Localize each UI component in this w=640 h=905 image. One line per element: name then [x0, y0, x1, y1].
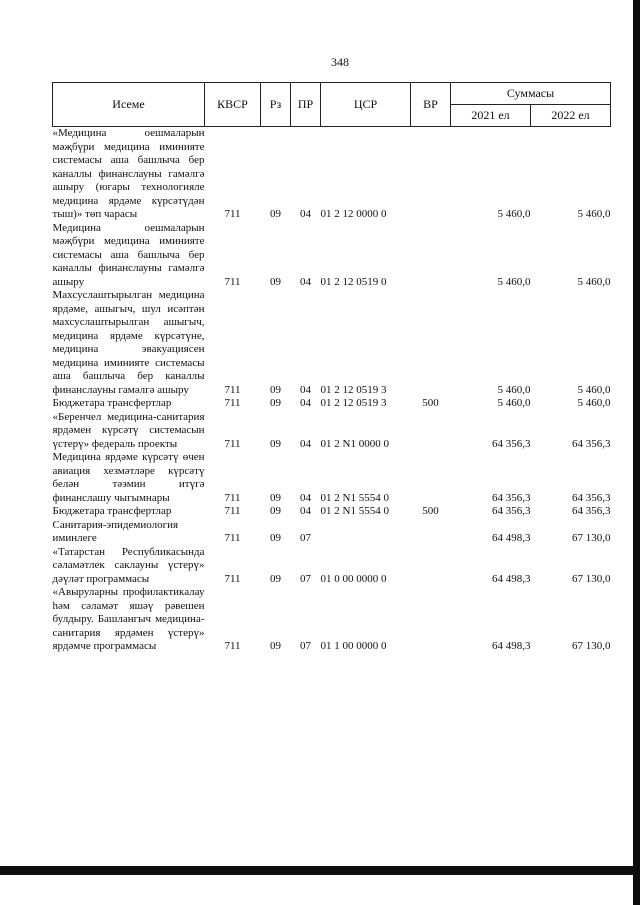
row-vr: [411, 519, 451, 546]
row-kvsr: 711: [224, 505, 241, 517]
row-vr: [411, 289, 451, 397]
header-kvsr: КВСР: [205, 83, 261, 127]
table-row: [53, 505, 611, 519]
row-name: Бюджетара трансфертлар: [52, 397, 172, 409]
row-sum-2021: 64 498,3: [492, 532, 531, 544]
row-sum-2021: 5 460,0: [497, 383, 531, 396]
row-sum-2022: 67 130,0: [572, 640, 611, 652]
header-sums: Суммасы: [451, 83, 611, 105]
row-csr: 01 1 00 0000 0: [320, 640, 387, 652]
row-sum-2022: 5 460,0: [577, 275, 611, 288]
table-row: [53, 222, 611, 290]
table-header: [53, 83, 611, 127]
table-row: [53, 451, 611, 505]
row-pr: 04: [300, 275, 311, 288]
row-vr: [411, 451, 451, 505]
row-name: Махсуслаштырылган медицина ярдәме, ашыгыч, шул исәптән махсуслаштырылган ашыгыч, медицина ярдәме күрсәтүне, медицина эвакуациясен медицина иминияте системасы аша башлыча бер каналлы финанслауны гамәлгә ашыру: [52, 289, 205, 396]
budget-table: [52, 82, 611, 654]
row-csr: 01 2 12 0000 0: [320, 208, 387, 220]
scan-edge-right: [633, 0, 640, 905]
row-name: Медицина ярдәме күрсәтү өчен авиация хезмәтләре күрсәтү белән тәэмин итүгә финанслашу чыгымнары: [52, 451, 205, 504]
row-rz: 09: [270, 640, 281, 652]
row-sum-2021: 5 460,0: [497, 275, 531, 288]
row-vr: 500: [422, 505, 439, 517]
row-pr: 04: [300, 505, 311, 517]
row-pr: 04: [300, 491, 311, 504]
header-year-2021: 2021 ел: [451, 105, 531, 127]
row-name: «Беренчел медицина-санитария ярдәмен күрсәтү системасын үстерү» федераль проекты: [52, 410, 205, 450]
row-csr: 01 2 12 0519 3: [320, 383, 387, 396]
row-csr: 01 2 12 0519 0: [320, 275, 387, 288]
row-pr: 07: [300, 572, 311, 585]
row-rz: 09: [270, 505, 281, 517]
header-rz: Рз: [261, 83, 291, 127]
table-row: [53, 127, 611, 222]
row-kvsr: 711: [224, 275, 241, 288]
table-row: [53, 397, 611, 411]
row-sum-2021: 5 460,0: [497, 208, 531, 220]
row-pr: 07: [300, 640, 311, 652]
row-name: Санитария-эпидемиология иминлеге: [52, 518, 179, 544]
scan-edge-bottom: [0, 866, 640, 875]
row-rz: 09: [270, 397, 281, 409]
row-rz: 09: [270, 491, 281, 504]
row-sum-2022: 64 356,3: [572, 505, 611, 517]
table-row: [53, 586, 611, 654]
row-sum-2021: 64 356,3: [492, 505, 531, 517]
row-kvsr: 711: [224, 572, 241, 585]
row-csr: 01 0 00 0000 0: [320, 572, 387, 585]
row-csr: 01 2 N1 5554 0: [320, 505, 389, 517]
header-pr: ПР: [291, 83, 321, 127]
table-row: [53, 546, 611, 587]
row-rz: 09: [270, 275, 281, 288]
row-kvsr: 711: [224, 491, 241, 504]
row-sum-2022: 5 460,0: [577, 383, 611, 396]
table-row: [53, 289, 611, 397]
row-sum-2022: 5 460,0: [577, 208, 611, 220]
row-name: Бюджетара трансфертлар: [52, 505, 172, 517]
row-sum-2022: 64 356,3: [572, 437, 611, 450]
row-vr: [411, 586, 451, 654]
header-name: Исеме: [53, 83, 205, 127]
row-kvsr: 711: [224, 383, 241, 396]
row-vr: [411, 411, 451, 452]
row-vr: 500: [422, 397, 439, 409]
page-number: 348: [331, 55, 349, 69]
row-sum-2022: 5 460,0: [577, 397, 611, 409]
table-row: [53, 519, 611, 546]
row-sum-2022: 67 130,0: [572, 532, 611, 544]
header-vr: ВР: [411, 83, 451, 127]
row-kvsr: 711: [224, 532, 241, 544]
row-pr: 04: [300, 383, 311, 396]
row-sum-2022: 67 130,0: [572, 572, 611, 585]
table-body: [53, 127, 611, 654]
row-name: «Авыруларны профилактикалау һәм сәламәт яшәү рәвешен булдыру. Башлангыч медицина-санитария ярдәмен үстерү» ярдәмче программасы: [52, 586, 205, 652]
row-csr: 01 2 N1 0000 0: [320, 437, 389, 450]
row-kvsr: 711: [224, 208, 241, 220]
row-sum-2021: 5 460,0: [497, 397, 531, 409]
row-pr: 04: [300, 437, 311, 450]
table-row: [53, 411, 611, 452]
row-sum-2021: 64 356,3: [492, 491, 531, 504]
row-rz: 09: [270, 208, 281, 220]
row-sum-2021: 64 498,3: [492, 640, 531, 652]
row-rz: 09: [270, 383, 281, 396]
row-pr: 07: [300, 532, 311, 544]
row-vr: [411, 222, 451, 290]
row-name: «Татарстан Республикасында сәламәтлек саклауны үстерү» дәүләт программасы: [52, 545, 205, 585]
row-pr: 04: [300, 397, 311, 409]
row-csr: 01 2 12 0519 3: [320, 397, 387, 409]
row-kvsr: 711: [224, 437, 241, 450]
row-csr: [321, 519, 411, 546]
row-vr: [411, 127, 451, 222]
row-rz: 09: [270, 572, 281, 585]
row-pr: 04: [300, 208, 311, 220]
row-sum-2022: 64 356,3: [572, 491, 611, 504]
row-kvsr: 711: [224, 640, 241, 652]
row-sum-2021: 64 498,3: [492, 572, 531, 585]
row-rz: 09: [270, 437, 281, 450]
row-vr: [411, 546, 451, 587]
row-sum-2021: 64 356,3: [492, 437, 531, 450]
row-kvsr: 711: [224, 397, 241, 409]
row-rz: 09: [270, 532, 281, 544]
row-name: «Медицина оешмаларын мәҗбүри медицина иминияте системасы аша башлыча бер каналлы финанслауны гамәлгә ашыру (югары технологияле медицина ярдәме күрсәтүдән тыш)» төп чарасы: [52, 127, 205, 220]
header-csr: ЦСР: [321, 83, 411, 127]
row-name: Медицина оешмаларын мәҗбүри медицина иминияте системасы аша башлыча бер каналлы финанслауны гамәлгә ашыру: [52, 221, 205, 288]
row-csr: 01 2 N1 5554 0: [320, 491, 389, 504]
header-year-2022: 2022 ел: [531, 105, 611, 127]
